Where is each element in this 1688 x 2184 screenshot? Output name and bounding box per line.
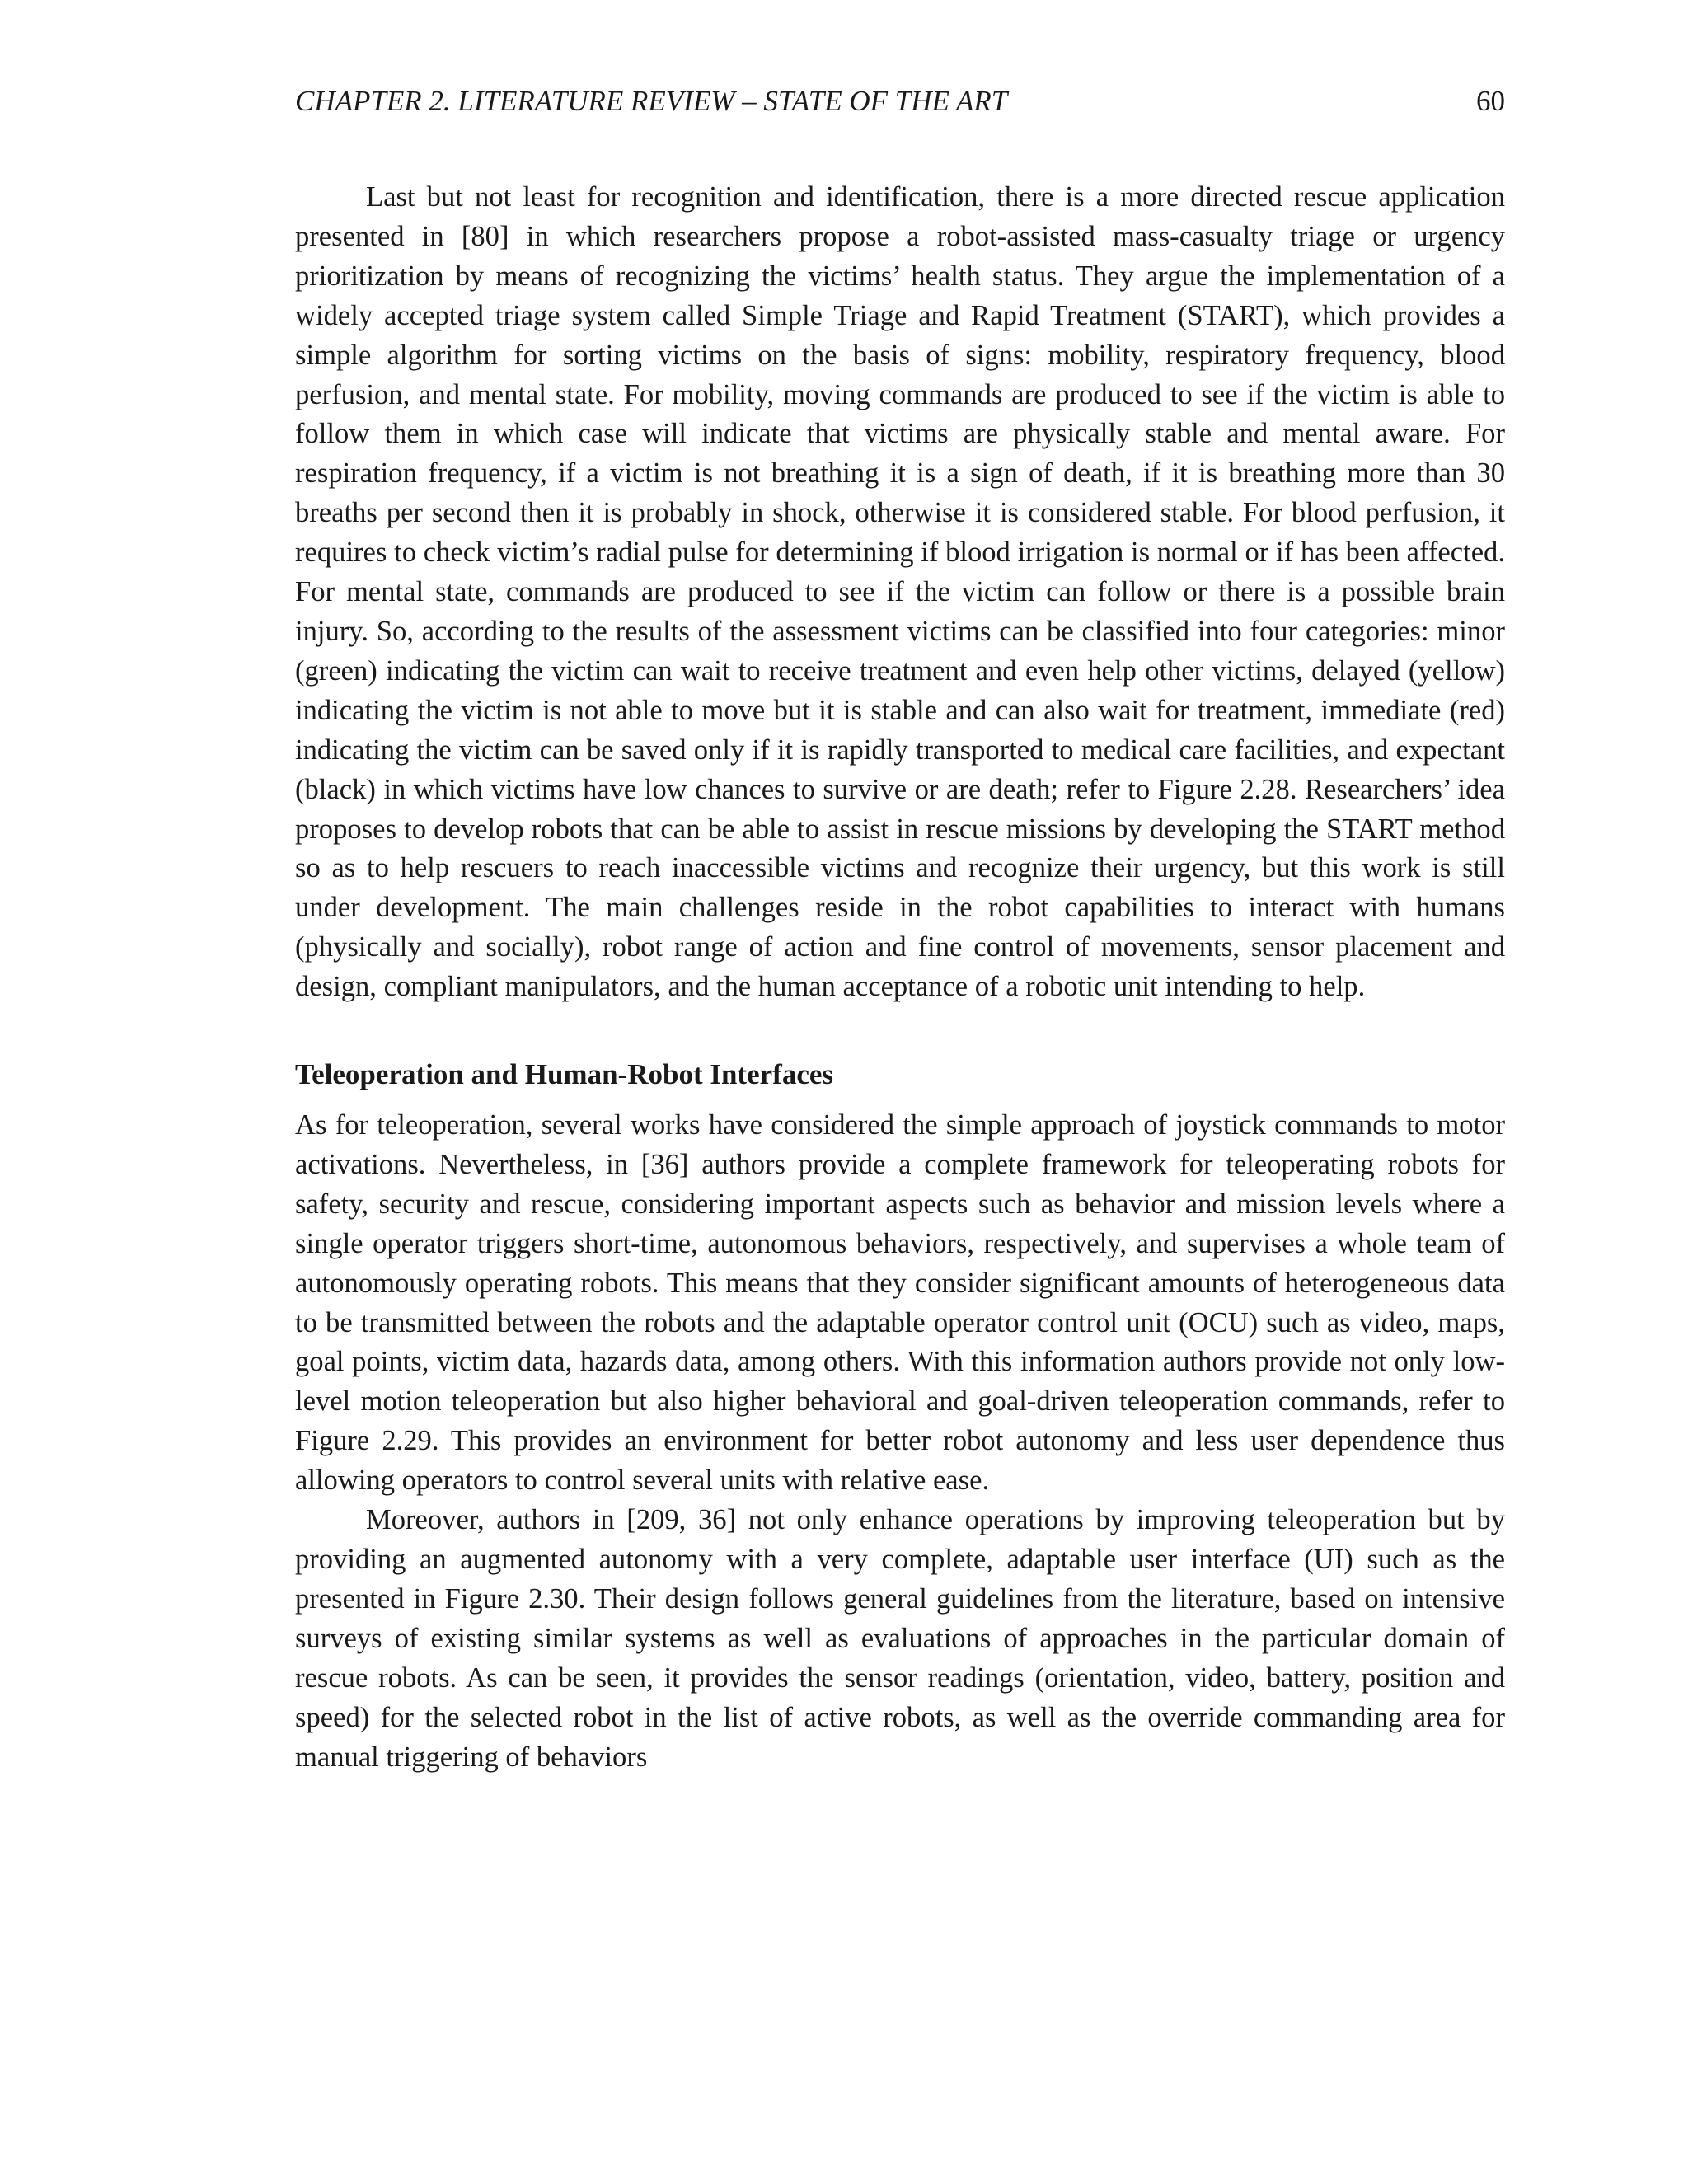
body-text bbox=[295, 178, 1505, 1777]
paragraph-triage: Last but not least for recognition and identification, there is a more directed rescue application presented in [80] in which researchers propose a robot-assisted mass-casualty triage or urgency prioritization by means of recognizing the victims’ health status. They argue the implementation of a widely accepted triage system called Simple Triage and Rapid Treatment (START), which provides a simple algorithm for sorting victims on the basis of signs: mobility, respiratory frequency, blood perfusion, and mental state. For mobility, moving commands are produced to see if the victim is able to follow them in which case will indicate that victims are physically stable and mental aware. For respiration frequency, if a victim is not breathing it is a sign of death, if it is breathing more than 30 breaths per second then it is probably in shock, otherwise it is considered stable. For blood perfusion, it requires to check victim’s radial pulse for determining if blood irrigation is normal or if has been affected. For mental state, commands are produced to see if the victim can follow or there is a possible brain injury. So, according to the results of the assessment victims can be classified into four categories: minor (green) indicating the victim can wait to receive treatment and even help other victims, delayed (yellow) indicating the victim is not able to move but it is stable and can also wait for treatment, immediate (red) indicating the victim can be saved only if it is rapidly transported to medical care facilities, and expectant (black) in which victims have low chances to survive or are death; refer to Figure 2.28. Researchers’ idea proposes to develop robots that can be able to assist in rescue missions by developing the START method so as to help rescuers to reach inaccessible victims and recognize their urgency, but this work is still under development. The main challenges reside in the robot capabilities to interact with humans (physically and socially), robot range of action and fine control of movements, sensor placement and design, compliant manipulators, and the human acceptance of a robotic unit intending to help. bbox=[295, 181, 1505, 1003]
paragraph-teleoperation: As for teleoperation, several works have considered the simple approach of joystick commands to motor activations. Nevertheless, in [36] authors provide a complete framework for teleoperating robots for safety, security and rescue, considering important aspects such as behavior and mission levels where a single operator triggers short-time, autonomous behaviors, respectively, and supervises a whole team of autonomously operating robots. This means that they consider significant amounts of heterogeneous data to be transmitted between the robots and the adaptable operator control unit (OCU) such as video, maps, goal points, victim data, hazards data, among others. With this information authors provide not only low-level motion teleoperation but also higher behavioral and goal-driven teleoperation commands, refer to Figure 2.29. This provides an environment for better robot autonomy and less user dependence thus allowing operators to control several units with relative ease. bbox=[295, 1109, 1505, 1497]
page-number: 60 bbox=[1476, 85, 1505, 117]
chapter-title: CHAPTER 2. LITERATURE REVIEW – STATE OF THE ART bbox=[295, 85, 1008, 117]
paragraph-user-interface: Moreover, authors in [209, 36] not only enhance operations by improving teleoperation but by providing an augmented autonomy with a very complete, adaptable user interface (UI) such as the presented in Figure 2.30. Their design follows general guidelines from the literature, based on intensive surveys of existing similar systems as well as evaluations of approaches in the particular domain of rescue robots. As can be seen, it provides the sensor readings (orientation, video, battery, position and speed) for the selected robot in the list of active robots, as well as the override commanding area for manual triggering of behaviors bbox=[295, 1504, 1505, 1773]
section-heading: Teleoperation and Human-Robot Interfaces bbox=[295, 1058, 834, 1091]
running-header bbox=[295, 79, 1505, 124]
document-page bbox=[295, 79, 1505, 1777]
